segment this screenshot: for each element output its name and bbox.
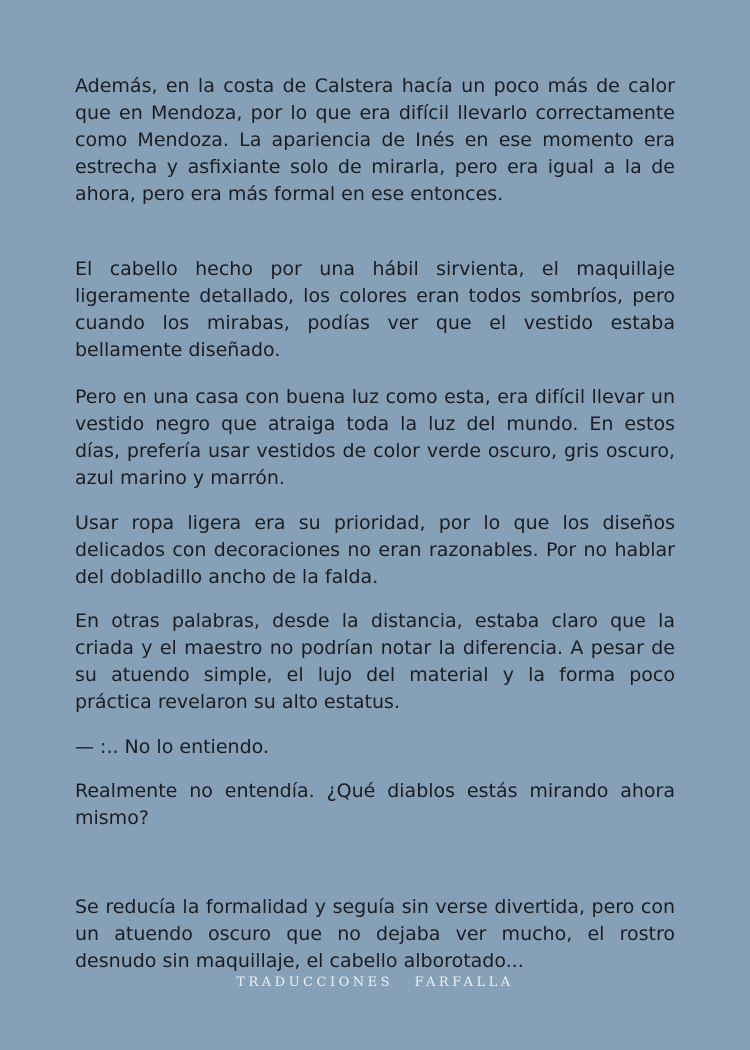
translator-credit-footer: TRADUCCIONES FARFALLA — [236, 975, 514, 990]
paragraph-distance: En otras palabras, desde la distancia, estaba claro que la criada y el maestro no podrían notar la diferencia. A pesar de su atuendo simple, el lujo del material y la forma poco práctica revelaron su alto estatus. — [75, 610, 675, 713]
paragraph-calstera-heat: Además, en la costa de Calstera hacía un poco más de calor que en Mendoza, por lo que era difícil llevarlo correctamente como Mendoza. La apariencia de Inés en ese momento era estrecha y asfixiante solo de mirarla, pero era igual a la de ahora, pero era más formal en ese entonces. — [75, 75, 675, 205]
paragraph-did-not-understand: Realmente no entendía. ¿Qué diablos estás mirando ahora mismo? — [75, 780, 675, 829]
paragraph-hair-makeup: El cabello hecho por una hábil sirvienta, el maquillaje ligeramente detallado, los colores eran todos sombríos, pero cuando los mirabas, podías ver que el vestido estaba bellamente diseñado. — [75, 258, 675, 361]
paragraph-light-clothing: Usar ropa ligera era su prioridad, por lo que los diseños delicados con decoraciones no eran razonables. Por no hablar del dobladillo ancho de la falda. — [75, 512, 675, 588]
paragraph-reduced-formality: Se reducía la formalidad y seguía sin verse divertida, pero con un atuendo oscuro que no dejaba ver mucho, el rostro desnudo sin maquillaje, el cabello alborotado... — [75, 896, 675, 972]
dialogue-line: — :.. No lo entiendo. — [75, 736, 269, 758]
paragraph-black-dress: Pero en una casa con buena luz como esta, era difícil llevar un vestido negro que atraiga toda la luz del mundo. En estos días, prefería usar vestidos de color verde oscuro, gris oscuro, azul marino y marrón. — [75, 386, 675, 489]
